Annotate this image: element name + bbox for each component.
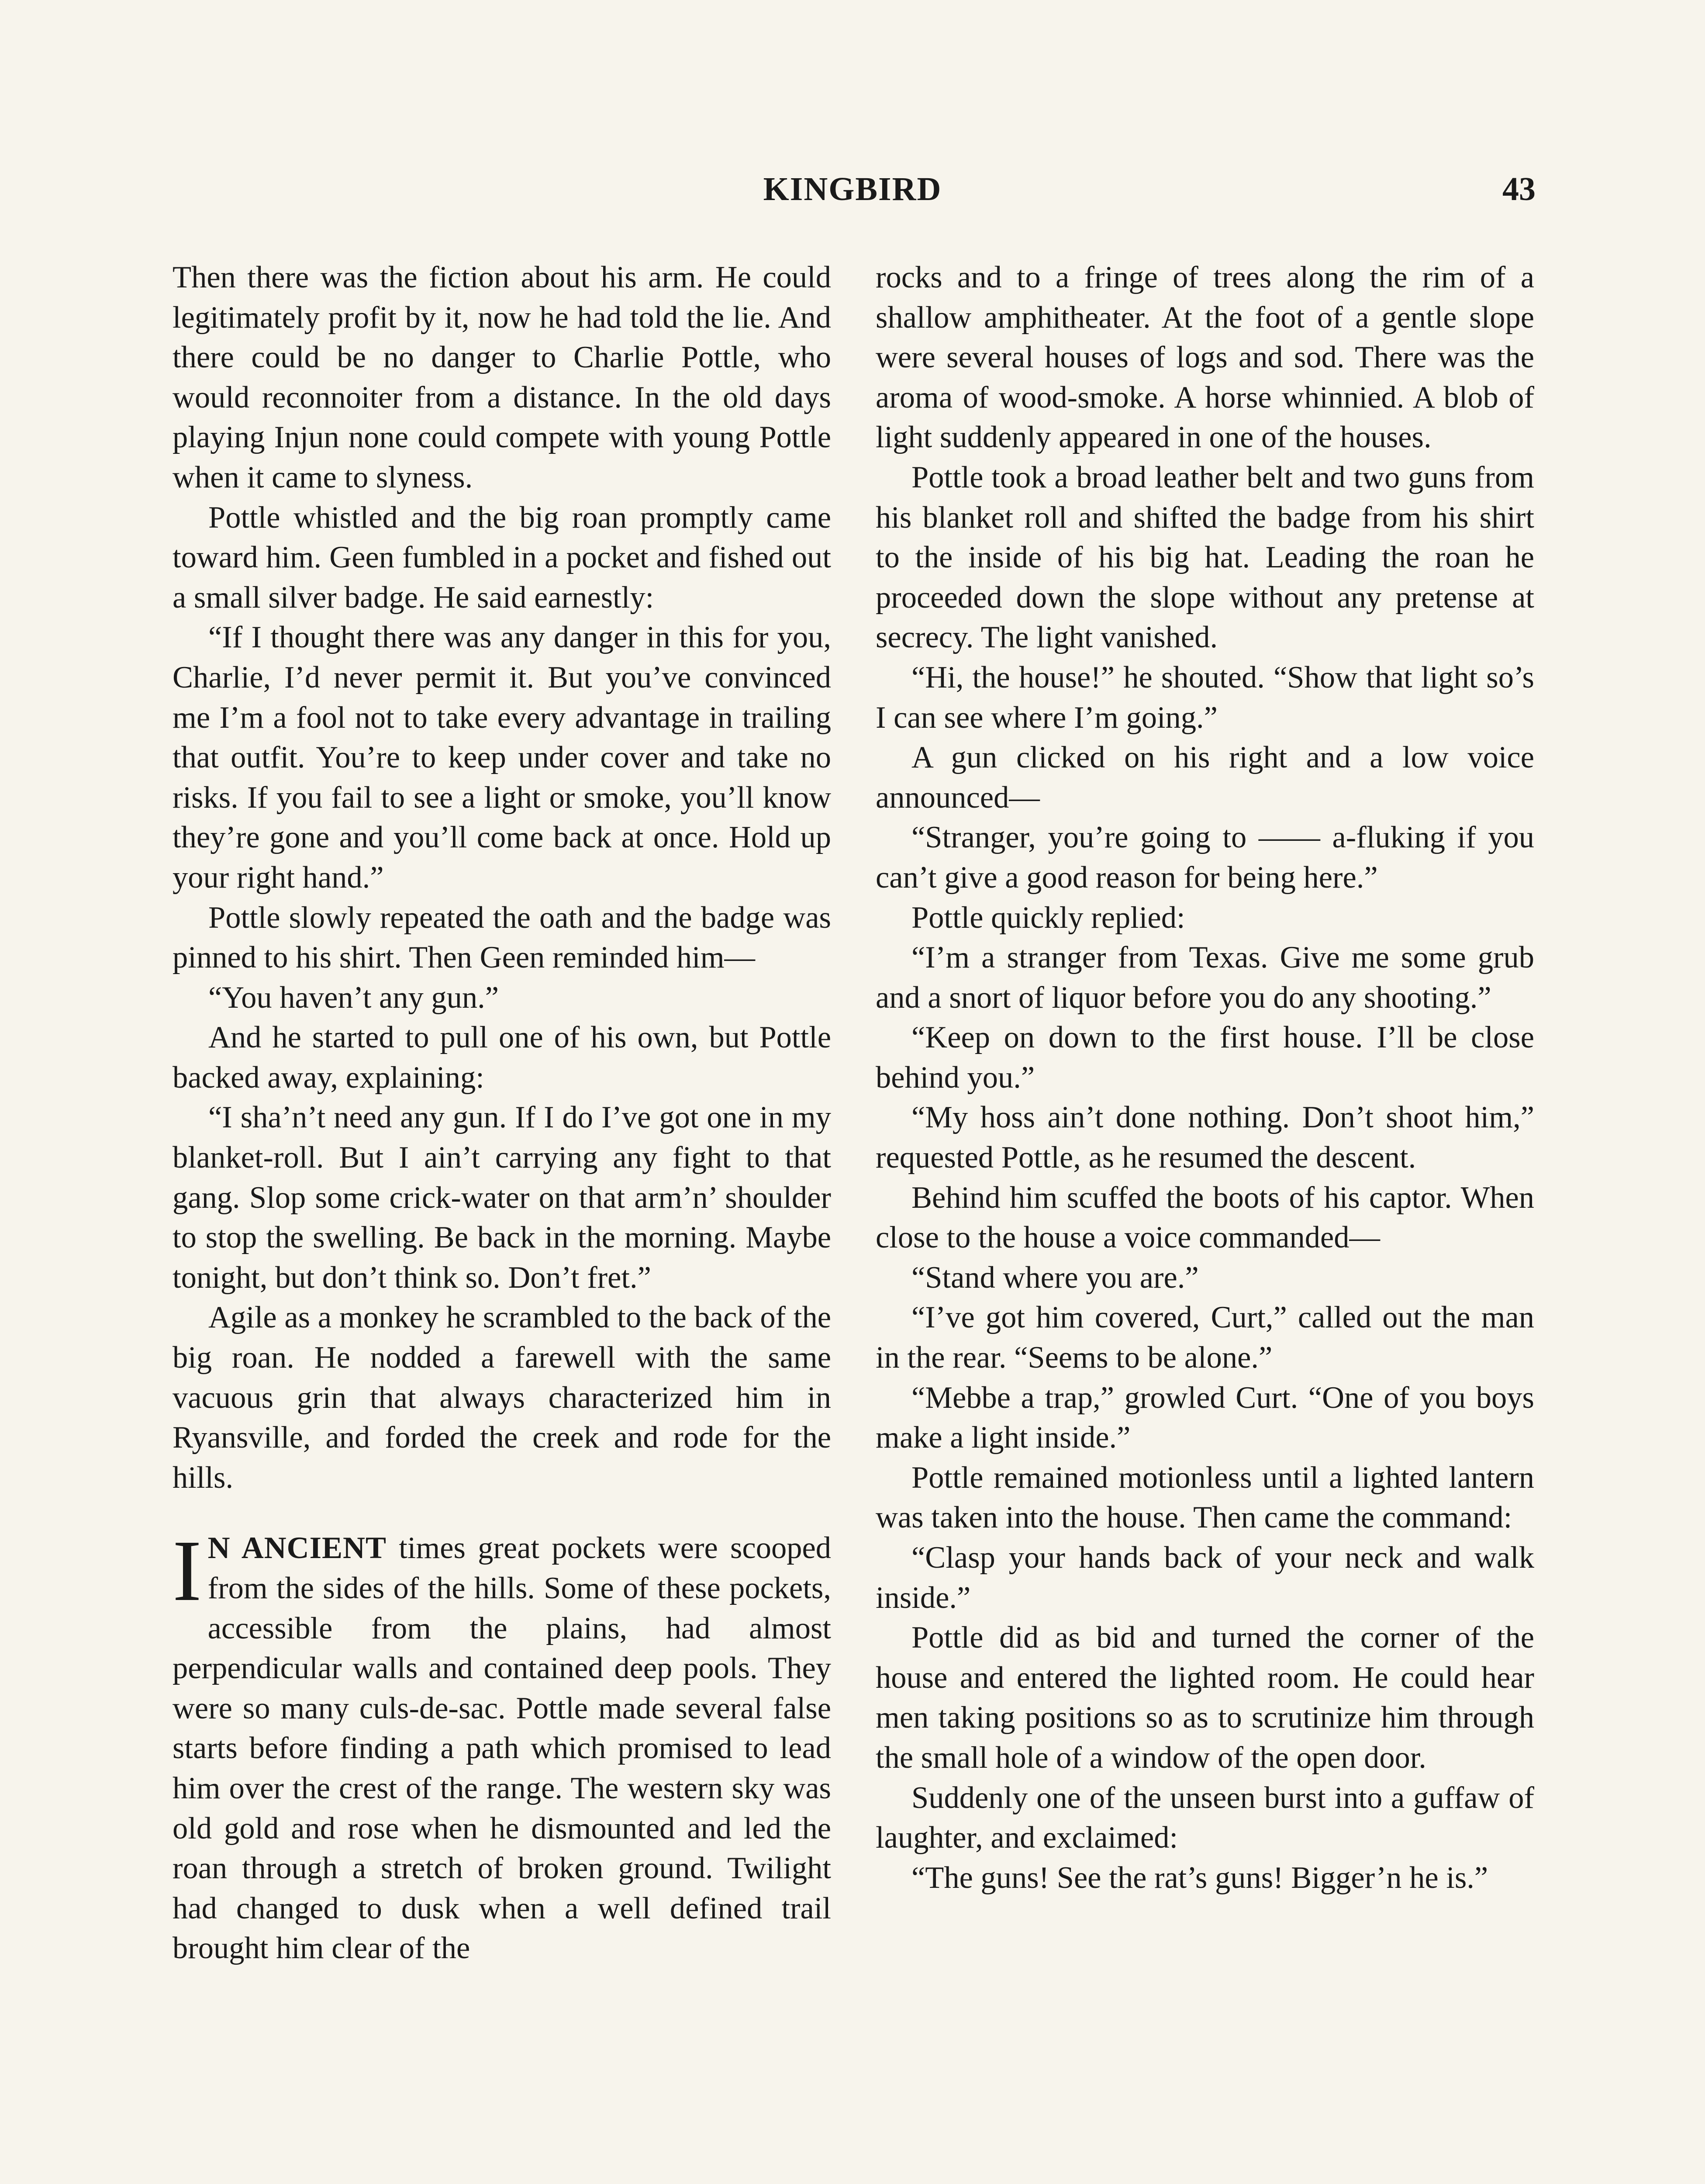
section-lead-words: N ANCIENT bbox=[207, 1531, 387, 1565]
paragraph: “Mebbe a trap,” growled Curt. “One of you boys make a light inside.” bbox=[876, 1380, 1534, 1455]
drop-cap: I bbox=[173, 1523, 202, 1620]
page-number: 43 bbox=[1502, 171, 1536, 207]
paragraph: “Stranger, you’re going to —— a-fluking if you can’t give a good reason for being here.” bbox=[876, 820, 1534, 895]
paragraph: “My hoss ain’t done nothing. Don’t shoot him,” requested Pottle, as he resumed the descent. bbox=[876, 1100, 1534, 1175]
paragraph: “I’ve got him covered, Curt,” called out the man in the rear. “Seems to be alone.” bbox=[876, 1300, 1534, 1375]
section-break bbox=[173, 1498, 831, 1528]
paragraph: rocks and to a fringe of trees along the rim of a shallow amphitheater. At the foot of a gentle slope were several houses of logs and sod. There was the aroma of wood-smoke. A horse whinnied. A blob of light suddenly appeared in one of the houses. bbox=[876, 260, 1534, 455]
section-text: times great pockets were scooped from the sides of the hills. Some of these pockets, accessible from the plains, had almost perpendicular walls and contained deep pools. They were so many culs-de-sac. Pottle made several false starts before finding a path which promised to lead him over the crest of the range. The western sky was old gold and rose when he dismounted and led the roan through a stretch of broken ground. Twilight had changed to dusk when a well defined trail brought him clear of the bbox=[173, 1531, 832, 1966]
running-head bbox=[0, 170, 1705, 218]
paragraph: “Keep on down to the first house. I’ll be close behind you.” bbox=[876, 1020, 1534, 1095]
paragraph: Then there was the fiction about his arm. He could legitimately profit by it, now he had told the lie. And there could be no danger to Charlie Pottle, who would reconnoiter from a distance. In the old days playing Injun none could compete with young Pottle when it came to slyness. bbox=[173, 260, 831, 494]
paragraph: Pottle quickly replied: bbox=[911, 900, 1185, 935]
paragraph: “If I thought there was any danger in this for you, Charlie, I’d never permit it. But you’ve convinced me I’m a fool not to take every advantage in trailing that outfit. You’re to keep under cover and take no risks. If you fail to see a light or smoke, you’ll know they’re gone and you’ll come back at once. Hold up your right hand.” bbox=[173, 620, 831, 895]
paragraph: “Stand where you are.” bbox=[911, 1260, 1199, 1295]
paragraph: Pottle took a broad leather belt and two guns from his blanket roll and shifted the badge from his shirt to the inside of his big hat. Leading the roan he proceeded down the slope without any pretense at secrecy. The light vanished. bbox=[876, 460, 1534, 655]
paragraph: Agile as a monkey he scrambled to the back of the big roan. He nodded a farewell with the same vacuous grin that always characterized him in Ryansville, and forded the creek and rode for the hills. bbox=[173, 1300, 831, 1495]
paragraph: “Hi, the house!” he shouted. “Show that light so’s I can see where I’m going.” bbox=[876, 660, 1534, 735]
paragraph: “I sha’n’t need any gun. If I do I’ve got one in my blanket-roll. But I ain’t carrying any fight to that gang. Slop some crick-water on that arm’n’ shoulder to stop the swelling. Be back in the morning. Maybe tonight, but don’t think so. Don’t fret.” bbox=[173, 1100, 831, 1295]
paragraph: Behind him scuffed the boots of his captor. When close to the house a voice commanded— bbox=[876, 1180, 1534, 1255]
paragraph: Pottle slowly repeated the oath and the badge was pinned to his shirt. Then Geen reminded him— bbox=[173, 900, 831, 975]
paragraph: Suddenly one of the unseen burst into a guffaw of laughter, and exclaimed: bbox=[876, 1780, 1534, 1855]
paragraph: A gun clicked on his right and a low voice announced— bbox=[876, 740, 1534, 815]
paragraph: “You haven’t any gun.” bbox=[208, 980, 499, 1015]
paragraph: Pottle whistled and the big roan promptly came toward him. Geen fumbled in a pocket and fished out a small silver badge. He said earnestly: bbox=[173, 500, 831, 615]
running-title: KINGBIRD bbox=[763, 171, 942, 207]
paragraph: “The guns! See the rat’s guns! Bigger’n he is.” bbox=[911, 1860, 1488, 1895]
paragraph: “I’m a stranger from Texas. Give me some grub and a snort of liquor before you do any shooting.” bbox=[876, 940, 1534, 1015]
paragraph: “Clasp your hands back of your neck and walk inside.” bbox=[876, 1541, 1534, 1615]
section-opening-paragraph bbox=[173, 1523, 832, 1969]
paragraph: Pottle did as bid and turned the corner of the house and entered the lighted room. He could hear men taking positions so as to scrutinize him through the small hole of a window of the open door. bbox=[876, 1621, 1534, 1775]
paragraph: Pottle remained motionless until a lighted lantern was taken into the house. Then came the command: bbox=[876, 1460, 1534, 1535]
right-column bbox=[876, 258, 1534, 1898]
paragraph: And he started to pull one of his own, but Pottle backed away, explaining: bbox=[173, 1020, 831, 1095]
left-column bbox=[173, 258, 831, 1969]
